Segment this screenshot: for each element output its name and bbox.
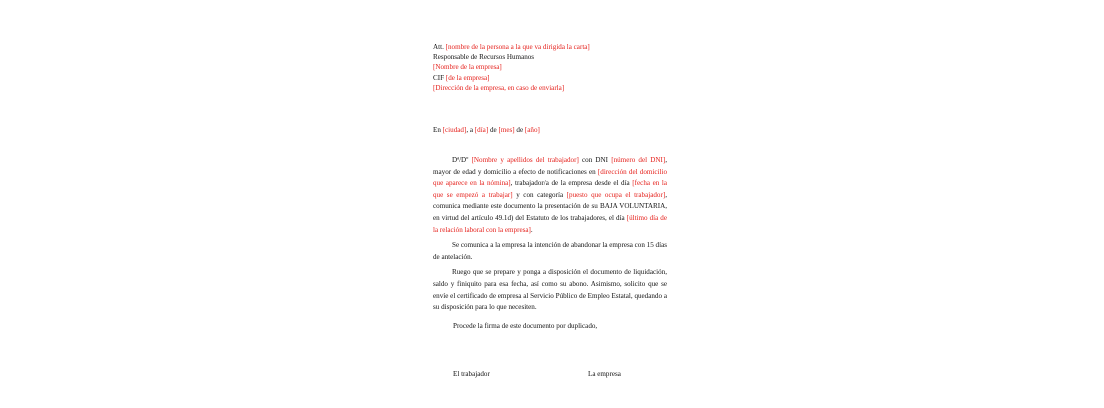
text-segment: , mayor de edad y domicilio a efecto de notificaciones en (433, 156, 668, 176)
recipient-role: Responsable de Recursos Humanos (433, 53, 535, 62)
signature-worker-label: El trabajador (453, 370, 490, 378)
last-day-placeholder: [último día de la relación laboral con la empresa] (433, 213, 667, 234)
domicile-placeholder: [dirección del domicilio que aparece en la nómina] (433, 167, 667, 188)
dni-placeholder: [número del DNI] (611, 156, 666, 164)
worker-name-placeholder: [Nombre y apellidos del trabajador] (471, 156, 579, 164)
date-en: En (433, 126, 441, 134)
text-segment: con DNI (582, 156, 609, 164)
year-placeholder: [año] (524, 126, 540, 134)
day-placeholder: [día] (474, 126, 489, 134)
text-segment: y con categoría (516, 190, 564, 199)
letter-body (433, 155, 667, 318)
company-placeholder: [Nombre de la empresa] (433, 63, 502, 72)
job-placeholder: [puesto que ocupa el trabajador] (566, 190, 666, 199)
paragraph-main (433, 155, 667, 236)
recipient-block (433, 42, 590, 93)
cif-prefix: CIF (433, 73, 445, 82)
text-segment: , comunica mediante este documento la presentación de su BAJA VOLUNTARIA, en virtud del artículo 49.1d) del Estatuto de los trabajadores, el día (433, 190, 667, 222)
cif-line (433, 73, 590, 83)
att-line (433, 42, 590, 52)
paragraph-request: Ruego que se prepare y ponga a disposición el documento de liquidación, saldo y finiquito para esa fecha, así como su abono. Asimismo, solicito que se envíe el certificado de empresa al Servicio Público de Empleo Estatal, quedando a su disposición para lo que necesiten. (433, 268, 667, 312)
att-placeholder: [nombre de la persona a la que va dirigida la carta] (445, 43, 590, 51)
start-date-placeholder: [fecha en la que se empezó a trabajar] (433, 179, 667, 199)
month-placeholder: [mes] (498, 126, 515, 134)
paragraph-notice: Se comunica a la empresa la intención de abandonar la empresa con 15 días de antelación. (433, 241, 667, 261)
att-prefix: Att. (433, 43, 444, 51)
date-line (433, 125, 540, 135)
date-de-1: de (489, 126, 497, 134)
date-a: , a (466, 126, 474, 134)
date-de-2: de (516, 126, 524, 134)
signature-company-label: La empresa (588, 370, 621, 378)
text-segment: . (530, 225, 533, 234)
cif-placeholder: [de la empresa] (445, 73, 490, 82)
address-placeholder: [Dirección de la empresa, en caso de enviarla] (433, 83, 565, 92)
signature-intro: Procede la firma de este documento por duplicado, (453, 322, 598, 330)
text-segment: , trabajador/a de la empresa desde el día (510, 179, 630, 188)
city-placeholder: [ciudad] (442, 126, 467, 134)
text-segment: Dª/Dº (452, 156, 469, 164)
